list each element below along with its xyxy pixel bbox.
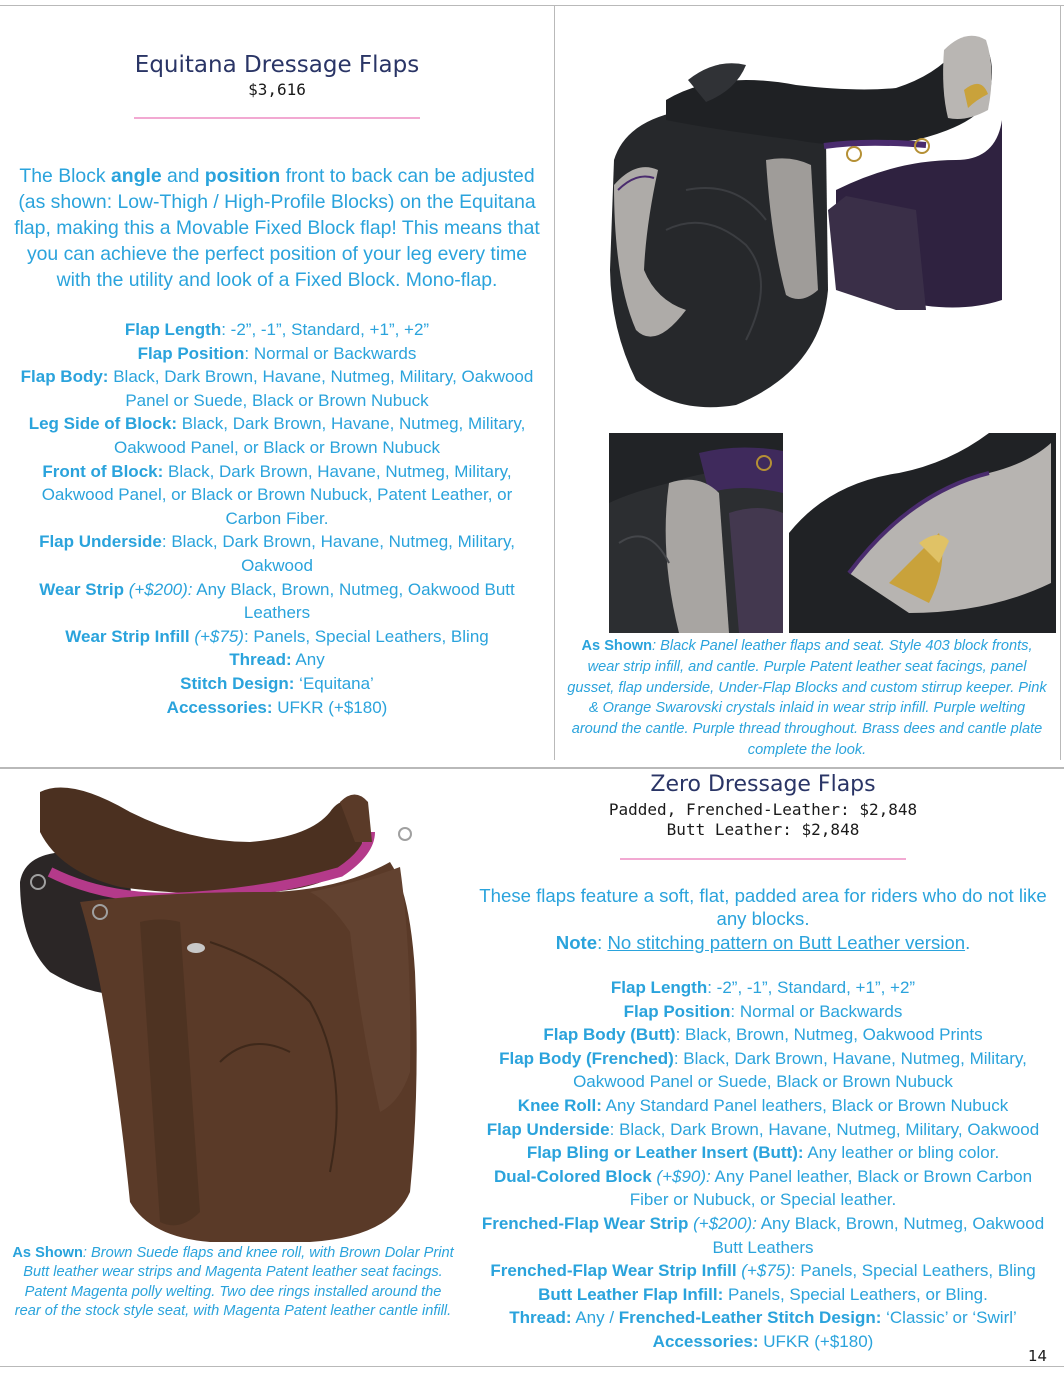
- spec-row: Flap Position: Normal or Backwards: [137, 343, 417, 363]
- spec-row: Flap Underside: Black, Dark Brown, Havane, Nutmeg, Military, Oakwood: [39, 532, 515, 575]
- top-right-border: [1060, 6, 1061, 760]
- spec-row: Front of Block: Black, Dark Brown, Havane, Nutmeg, Military, Oakwood Panel, or Black or Brown Nubuck, Patent Leather, or Carbon Fiber.: [41, 461, 513, 528]
- spec-row: Knee Roll: Any Standard Panel leathers, Black or Brown Nubuck: [517, 1095, 1009, 1115]
- page-number: 14: [1028, 1347, 1048, 1365]
- zero-caption: As Shown: Brown Suede flaps and knee roll, with Brown Dolar Print Butt leather wear strips and Magenta Patent leather seat facings. Patent Magenta polly welting. Two dee rings installed around the rear of the stock style seat, with Magenta Patent leather cantle infill.: [12, 1245, 454, 1320]
- equitana-detail-photo-1: [609, 433, 783, 633]
- top-border: [0, 5, 1064, 6]
- bottom-border: [0, 1366, 1064, 1367]
- spec-row: Wear Strip (+$200): Any Black, Brown, Nutmeg, Oakwood Butt Leathers: [39, 579, 515, 623]
- equitana-title: Equitana Dressage Flaps: [134, 52, 420, 78]
- spec-row: Frenched-Flap Wear Strip (+$200): Any Black, Brown, Nutmeg, Oakwood Butt Leathers: [481, 1213, 1045, 1257]
- spec-row: Flap Body (Butt): Black, Brown, Nutmeg, Oakwood Prints: [543, 1025, 983, 1045]
- spec-row: Butt Leather Flap Infill: Panels, Special Leathers, or Bling.: [538, 1284, 988, 1304]
- spec-row: Dual-Colored Block (+$90): Any Panel leather, Black or Brown Carbon Fiber or Nubuck, or Special leather.: [493, 1166, 1033, 1210]
- zero-spec-list: [466, 976, 1060, 1354]
- spec-row: Accessories: UFKR (+$180): [652, 1331, 874, 1351]
- spec-row: Flap Bling or Leather Insert (Butt): Any leather or bling color.: [526, 1143, 1000, 1163]
- spec-row: Frenched-Flap Wear Strip Infill (+$75): Panels, Special Leathers, Bling: [490, 1261, 1036, 1281]
- equitana-caption: As Shown: Black Panel leather flaps and seat. Style 403 block fronts, wear strip infill, and cantle. Purple Patent leather seat facings, panel gusset, flap underside, Under-Flap Blocks and custom stirrup keeper. Pink & Orange Swarovski crystals inlaid in wear strip infill. Purple welting around the cantle. Purple thread throughout. Brass dees and cantle plate complete the look.: [567, 638, 1047, 758]
- equitana-price: $3,616: [248, 80, 306, 99]
- middle-divider: [0, 767, 1064, 769]
- zero-title-rule: [620, 858, 906, 860]
- spec-row: Flap Underside: Black, Dark Brown, Havane, Nutmeg, Military, Oakwood: [486, 1119, 1040, 1139]
- spec-row: Wear Strip Infill (+$75): Panels, Special Leathers, Bling: [65, 626, 489, 646]
- center-divider: [554, 6, 555, 760]
- zero-saddle-photo: [10, 772, 446, 1242]
- spec-row: Accessories: UFKR (+$180): [166, 697, 388, 717]
- note-label: Note: [555, 931, 598, 953]
- zero-price-butt: Butt Leather: $2,848: [666, 820, 860, 839]
- equitana-detail-photo-2: [789, 433, 1056, 633]
- zero-intro: These flaps feature a soft, flat, padded area for riders who do not like any blocks. Note: No stitching pattern on Butt Leather version.: [479, 885, 1047, 953]
- equitana-spec-list: [4, 318, 550, 719]
- spec-row: Stitch Design: ‘Equitana’: [180, 673, 374, 693]
- intro-bold-position: position: [204, 165, 281, 187]
- equitana-saddle-photo: [596, 10, 1056, 426]
- equitana-title-rule: [134, 117, 420, 119]
- spec-row: Flap Body (Frenched): Black, Dark Brown, Havane, Nutmeg, Military, Oakwood Panel or Suede, Black or Brown Nubuck: [499, 1048, 1027, 1092]
- spec-row: Flap Position: Normal or Backwards: [623, 1001, 903, 1021]
- spec-row: Flap Length: -2”, -1”, Standard, +1”, +2”: [124, 320, 430, 339]
- spec-row: Flap Length: -2”, -1”, Standard, +1”, +2”: [610, 978, 916, 997]
- spec-row: Thread: Any / Frenched-Leather Stitch Design: ‘Classic’ or ‘Swirl’: [509, 1308, 1017, 1328]
- spec-row: Flap Body: Black, Dark Brown, Havane, Nutmeg, Military, Oakwood Panel or Suede, Black or Brown Nubuck: [20, 367, 534, 410]
- spec-row: Thread: Any: [229, 650, 325, 670]
- equitana-intro: The Block angle and position front to back can be adjusted (as shown: Low-Thigh / High-Profile Blocks) on the Equitana flap, making this a Movable Fixed Block flap! This means that you can achieve the perfect position of your leg every time with the utility and look of a Fixed Block. Mono-flap.: [14, 165, 540, 291]
- spec-row: Leg Side of Block: Black, Dark Brown, Havane, Nutmeg, Military, Oakwood Panel, or Black or Brown Nubuck: [28, 414, 526, 457]
- zero-title: Zero Dressage Flaps: [650, 772, 876, 797]
- intro-bold-angle: angle: [111, 165, 162, 187]
- note-text: No stitching pattern on Butt Leather version: [607, 931, 966, 953]
- zero-price-frenched: Padded, Frenched-Leather: $2,848: [608, 800, 918, 819]
